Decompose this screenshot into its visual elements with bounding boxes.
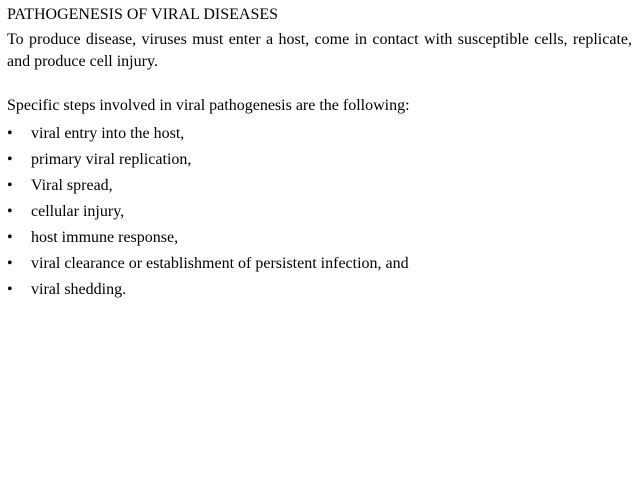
list-item [7,121,632,147]
list-item [7,147,632,173]
list-item-text: primary viral replication, [31,151,192,168]
list-item-text: viral shedding. [31,281,127,298]
pathogenesis-steps-list [7,121,632,303]
bullet-icon: • [7,203,13,220]
list-item-text: Viral spread, [31,177,113,194]
bullet-icon: • [7,229,13,246]
list-item-text: viral clearance or establishment of persistent infection, and [31,255,409,272]
list-item [7,251,632,277]
list-item [7,199,632,225]
intro-paragraph: To produce disease, viruses must enter a host, come in contact with susceptible cells, replicate, and produce cell injury. [7,31,632,70]
bullet-icon: • [7,255,13,272]
list-item-text: cellular injury, [31,203,125,220]
bullet-icon: • [7,151,13,168]
bullet-icon: • [7,177,13,194]
list-item [7,277,632,303]
slide-title: PATHOGENESIS OF VIRAL DISEASES [7,6,279,23]
bullet-icon: • [7,125,13,142]
bullet-icon: • [7,281,13,298]
list-item [7,225,632,251]
steps-lead-sentence: Specific steps involved in viral pathogenesis are the following: [7,97,410,114]
list-item-text: viral entry into the host, [31,125,185,142]
list-item-text: host immune response, [31,229,179,246]
list-item [7,173,632,199]
